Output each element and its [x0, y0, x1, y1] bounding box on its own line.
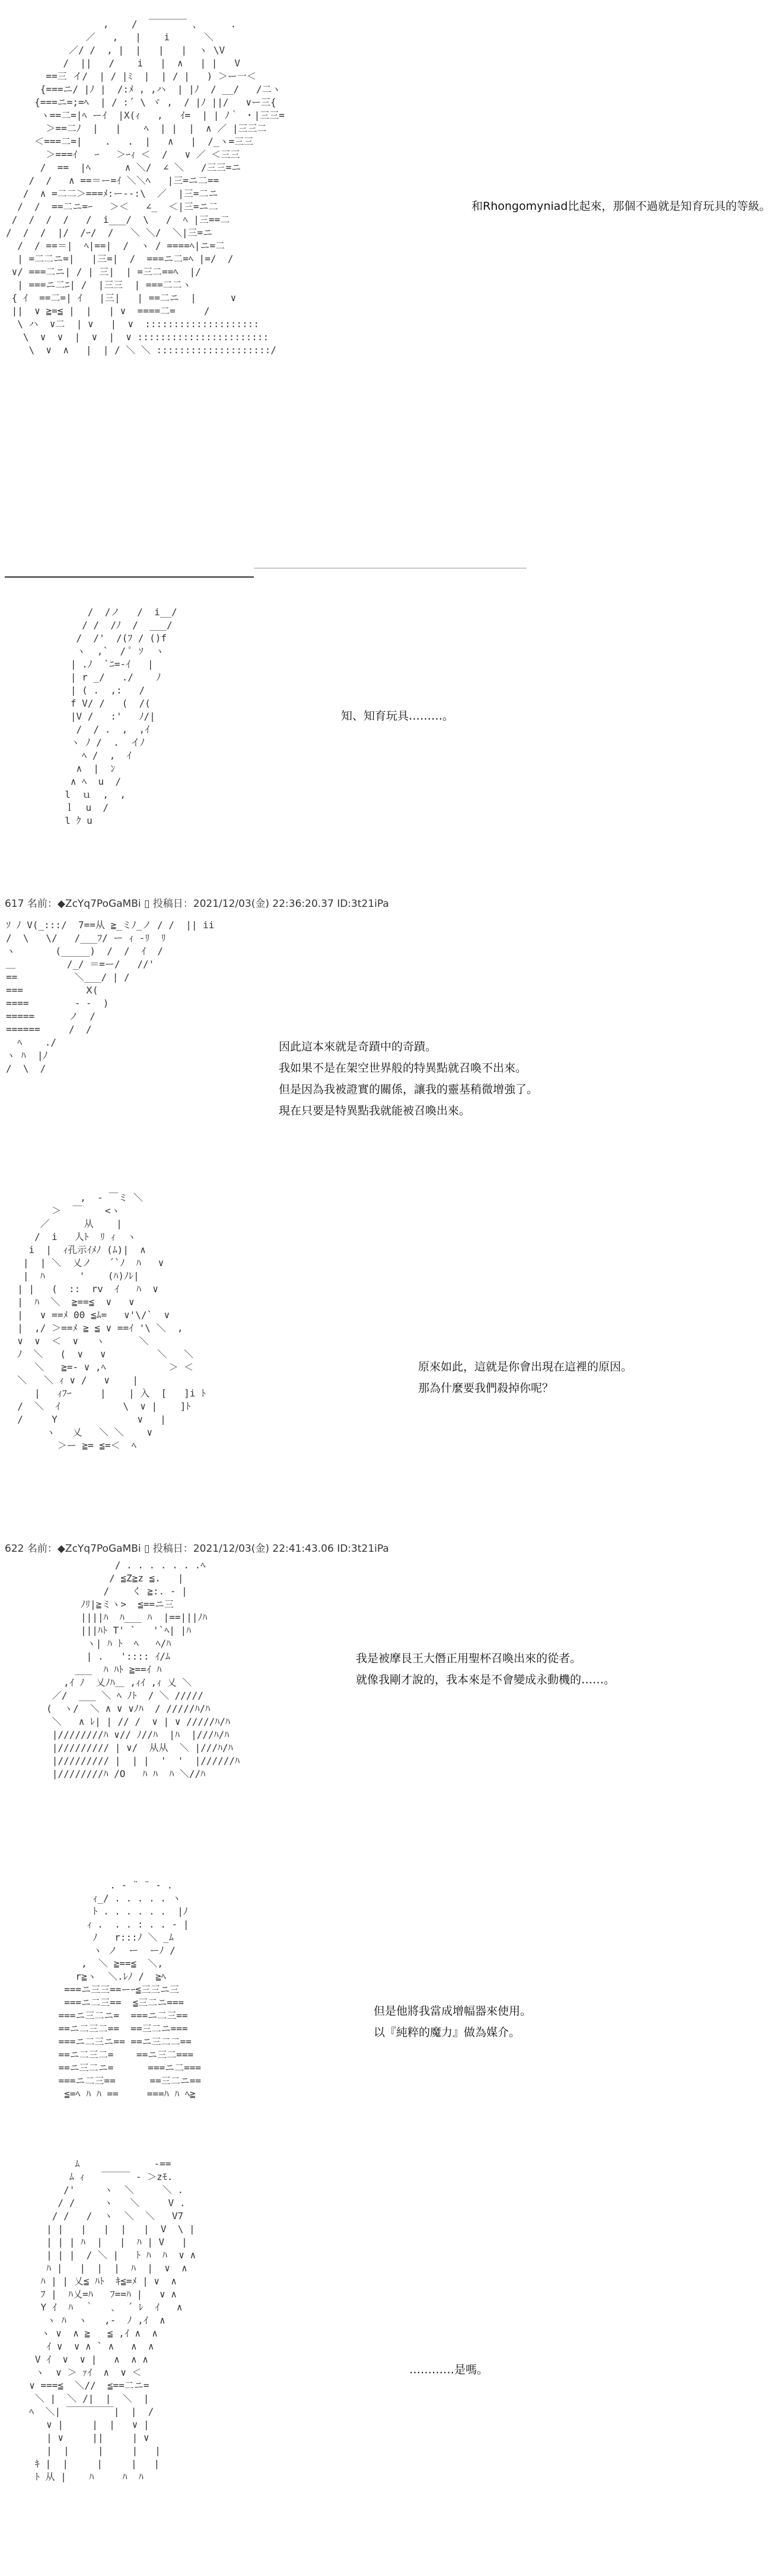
dialogue-box — [471, 196, 770, 217]
dialogue-line: 因此這本來就是奇蹟中的奇蹟。 — [279, 1040, 437, 1053]
ascii-art-figure: ｿ ﾉ V(_:::/ 7==从 ≧_ミﾉ_ノ / / || ii / \ \/ /___ﾌ/ ー ｨ ‐ﾘ ﾘ ヽ (_____) / / ｲ / ＿ /_/ ＝=ー/ //' == ＼___/ | / === Ⅹ( ==== ‐ - ) ===== ノ / ====== / / ﾍ ./ ヽ ﾊ |ﾉ / \ / — [6, 919, 215, 1074]
dialogue-box — [418, 1356, 632, 1399]
panel-2 — [0, 593, 771, 865]
dialogue-line: 但是因為我被證實的關係，讓我的靈基稍微增強了。 — [279, 1083, 539, 1096]
dialogue-line: 和Rhongomyniad比起來，那個不過就是知育玩具的等級。 — [471, 200, 771, 213]
dialogue-box — [374, 2000, 531, 2043]
dialogue-line: 原來如此，這就是你會出現在這裡的原因。 — [418, 1360, 633, 1373]
dialogue-box — [356, 1648, 615, 1690]
ascii-art-figure: , ‐ ￣ミ ＼ ＞ ￣ <ヽ ／ 从 | / i 人ﾄ ﾘ ｨ ヽ i | ｨ孔示ｲﾒﾉ (ﾑ)| ∧ | | ＼ 乂ノ ´`ﾉ ﾊ ∨ | ﾊ ' (ﾊ)ﾉﾚ| | | ( :: rv ｲ ﾊ ∨ | ﾊ ＼ ≧==≦ ∨ ∨ | ∨ ==ﾒ 00 ≦ﾑ= ∨'\/` ∨ | ,/ ＞==ﾒ ≧ ≦ ∨ ==ｲ '\ ＼ , ∨ ∨ ＜ ∨ ヽ ＼ ﾉ ＼ ( ∨ ∨ ＼ ＼ ＼ ≧=- ∨ ,ﾍ ＞ ＜ ＼ ＼ ｨ ∨ / ∨ | | ｨﾌｰ | | 入 [ ]i ﾄ / ＼ ｲ \ ∨ | ]ﾄ / Y ∨ | ヽ 乂 ＼ ＼ ∨ ＞ー ≧= ≦=＜ ﾍ — [17, 1192, 206, 1451]
dialogue-line: 現在只要是特異點我就能被召喚出來。 — [279, 1104, 471, 1117]
panel-divider — [5, 576, 254, 578]
ascii-art-figure: , / ￣￣￣￣ 、 . ／ , | i ＼ ／/ / , | | | | ヽ \V / || / i | ∧ | | V ==三 イ/ | / |ﾐ | | / | ) ＞ー一＜ {===ニ/ |ﾉ | /:ﾒ , ,ハ | |ﾉ / __/ /二ヽ {===ニ=;=ﾍ | / :´ \ ヾ , / |ﾉ ||/ ∨ー三{ ヽ==二=|ﾍ ーｲ |X(ｨ , ｲ= | | ﾉ｀ ・|三三= ＞==二ﾉ | | ﾍ | | | ∧ ／ |三三二 ＜===二=| . . | ∧ | /_ヽ=三三 ＞===ｲ ｰ ＞ｰｨ ＜ / ∨ ／ ＜三三 / == |ﾍ ∧ ＼/ ∠ ＼ /三三=ニ / / ∧ ==＝ー=ｲ ＼＼ﾍ |三=ニ二== / ∧ =二二＞===ﾒ:ー--:\ ／ |三=二ニ / / ==二ニ=ｰ ＞＜ ∠_ ＜|三=ニ二 / / / / / i___/ \ / ﾍ |三==二 / / / |/ /ｰ/ / ＼ ＼/ ＼|三=ニ / / ==＝| ﾍ|==| / ヽ / ====ﾍ|ニ=二 | =二二ニ=| |三=| / ===ニ二=ﾍ |=/ / ∨/ ===二ニ| / | 三| | =三二==ﾍ |/ | ===ニ二ﾆ| / |三三 | ===二二ヽ { ｲ ==二=| ｲ |三| | ==二ニ | ∨ || ∨ ≧=≦ | | | ∨ ====二= / \ ハ ∨二 | ∨ | ∨ :::::::::::::::::::: \ ∨ ∨ | ∨ | ∨ ::::::::::::::::::::::: \ ∨ ∧ | | / ＼ ＼ ::::::::::::::::::::/ — [6, 18, 285, 356]
ascii-art-figure: ﾑ ‐== ﾑ ｨ ￣￣￣ ‐ ＞zﾓ. /' ヽ ＼ ＼ . / / ヽ ＼ V . / / / ヽ ＼ ＼ V7 | | | | | | V \ | | | | ﾊ | | ﾊ | V | | | | / ＼ | ﾄ ﾊ ﾊ ∨ ∧ ﾊ | | | | ﾊ | ∨ ∧ ﾊ | | 乂≦ ﾊﾄ ｷ≦=ﾒ | ∨ ∧ ﾌ | ﾊ乂=ﾊ ﾌ==ﾊ | ∨ ∧ Y ｲ ﾊ ｀ ､ ´ ﾚ ｲ ∧ ヽ ﾊ ヽ ,- ﾉ ,ｲ ∧ ヽ ∨ ∧ ≧ ≦ ,ｲ ∧ ∧ ｲ ∨ ∨ ∧ ` ∧ ∧ ∧ V ｲ ∨ ∨ | ∧ ∧ ∧ ヽ ∨ ＞ ｧｲ ∧ ∨ ＜ ∨ ===≦ ＼// ≦==二ニ= ＼ | ＼ /| | ＼ | ﾍ ＼| ￣￣￣￣￣| | / ∨ | | | ∨ | | ∨ || | ∨ | | | | | ｷ | | | | | ﾄ 从 | ﾊ ﾊ ﾊ — [29, 2158, 196, 2482]
dialogue-box — [409, 2359, 488, 2380]
dialogue-line: 但是他將我當成增幅器來使用。 — [374, 2005, 532, 2018]
dialogue-line: 以『純粹的魔力』做為媒介。 — [374, 2026, 521, 2039]
dialogue-line: 我如果不是在架空世界般的特異點就召喚不出來。 — [279, 1062, 527, 1075]
panel-6 — [0, 1867, 771, 2152]
dialogue-line: 那為什麼要我們殺掉你呢？ — [418, 1382, 554, 1395]
panel-4 — [0, 1191, 771, 1535]
post-header: 622 名前：◆ZcYq7PoGaMBi ▯ 投稿日：2021/12/03(金) 22:41:43.06 ID:3t21iPa — [5, 1543, 389, 1555]
dialogue-line: 知、知育玩具………。 — [341, 709, 454, 723]
post-header: 617 名前：◆ZcYq7PoGaMBi ▯ 投稿日：2021/12/03(金) 22:36:20.37 ID:3t21iPa — [5, 898, 389, 910]
dialogue-line: …………是嗎。 — [409, 2363, 489, 2376]
panel-7 — [0, 2152, 771, 2576]
dialogue-box — [341, 705, 454, 727]
ascii-art-figure: / /ノ / i__/ / / /ﾉ / ___/ / /' /(ﾌ / ()f ヽ ,` / ﾟ ｿ ヽ | .ﾉ `ﾆ=-ｲ | | r _/ ./ ﾉ | ( . ,: / f V/ / ( /( |V / :' ﾉ/| / / . , ,ｲ ヽ ﾉ / . イﾉ ﾍ / , ｲ ∧ | ﾝ ∧ ﾍ u / l ｕ , , ｌ u / l ｸ u — [65, 606, 177, 826]
panel-3 — [0, 895, 771, 1180]
ascii-art-figure: . ‐ ¨ ¨ ‐ . ｨ_/ . . . . . ヽ ﾄ . . . . . . |ﾉ ｨ . . . : . . ‐ | ﾉ r:::ﾉ ＼ _ﾑ ヽ ノ ー ーﾉ / , ＼ ≧==≦ ＼, r≧ヽ ＼.ﾚﾉ / ≧ﾍ ===ニ三三==ーｰ≦三三ニ三 ===ニ二三== ≦三二ニ=== ===ニ三二ニ= ===ニ二三== ==ニ二三二== ==三二ニ=== ===ニ二三ニ== ==ニ三二二== ==ニ二三二= ==ニ三二=== ==ニ三二ニ= ===ニ二=== ===ニ二三== ==三二ニ== ≦=ﾍ ﾊ ﾊ == ===ﾊ ﾊ ﾍ≧ — [58, 1880, 202, 2099]
dialogue-box — [279, 1036, 538, 1121]
dialogue-line: 就像我剛才說的，我本來是不會變成永動機的……。 — [356, 1673, 616, 1686]
dialogue-line: 我是被摩艮王大僭正用聖杯召喚出來的從者。 — [356, 1652, 582, 1665]
panel-5 — [0, 1535, 771, 1867]
panel-1 — [0, 0, 771, 587]
ascii-art-figure: / . . . . . . .ﾍ / ≦Z≧z ≦. | / く ≧:. ‐ | ﾉﾘ|≧ミヽ> ≦==ニ三 ||||ﾊ ﾊ___ ﾊ |==|||ﾉﾊ |||ﾊﾄ T' ` '`ﾍ| |ﾊ ヽ| ﾊ ﾄ ﾍ ﾍ/ﾊ | . ':::: ｲ/ﾑ ___ ﾊ ﾊﾄ ≧==ｲ ﾊ ,ｲ ﾉ 乂ﾉﾊ＿ ,ｨｲ ,ｨ 乂 ＼ ／/ ___ ＼ ﾍ ﾉﾄ / ＼ ///// ( ヽ/ ＼ ∧ ∨ ∨ﾉﾊ / /////ﾊ/ﾊ ＼ ∧ ﾚ| | // / ∨ | ∨ /////ﾊ/ﾊ |////////ﾊ ∨// ﾉ//ﾊ |ﾊ |///ﾊ/ﾊ |///////// | ∨/ 从从 ＼ |///ﾊ/ﾊ |///////// | | | ' ' |//////ﾊ |////////ﾊ /O ﾊ ﾊ ﾊ ＼//ﾊ — [46, 1559, 240, 1779]
